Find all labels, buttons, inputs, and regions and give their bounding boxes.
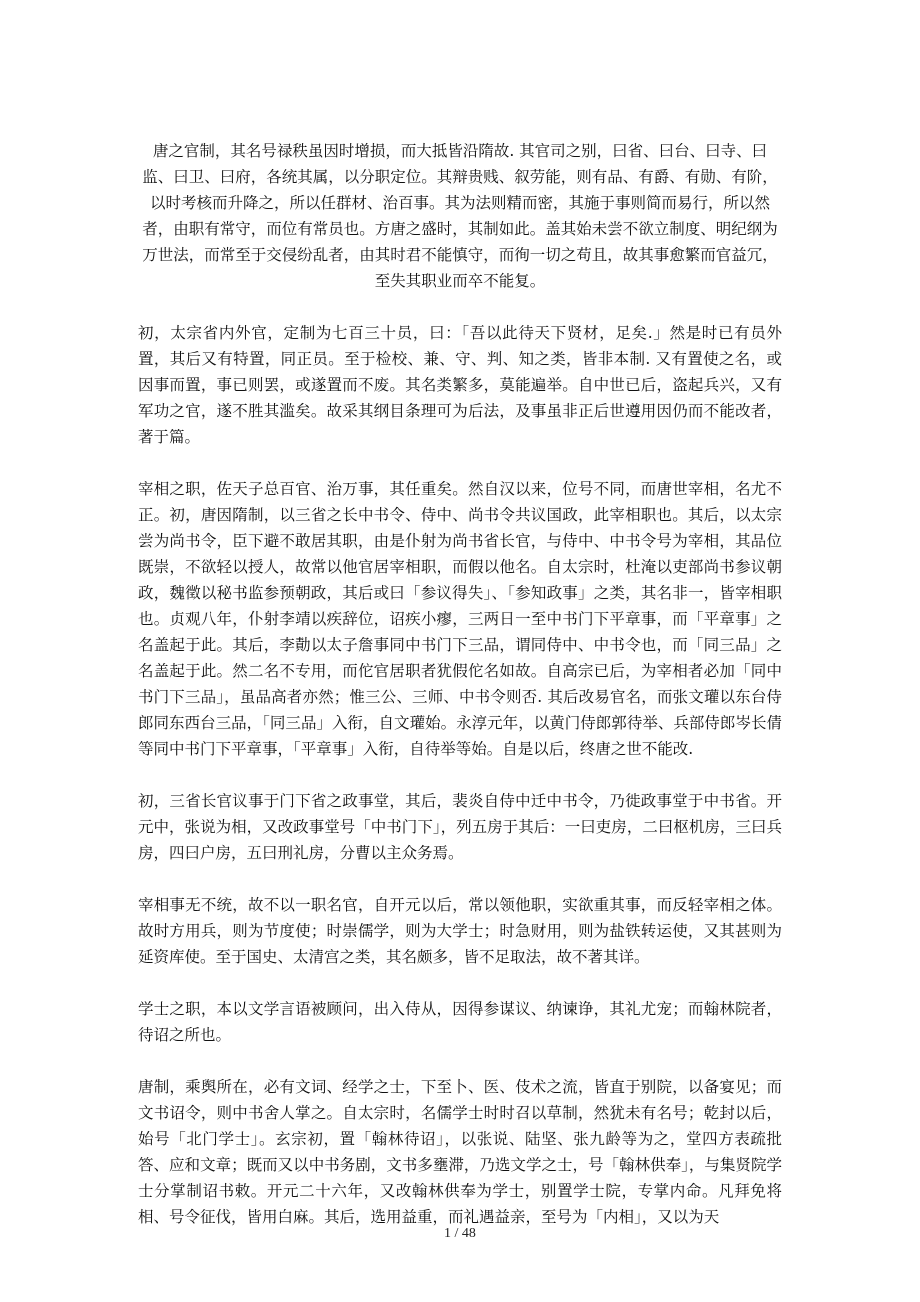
paragraph-1: 唐之官制，其名号禄秩虽因时增损，而大抵皆沿隋故. 其官司之别，曰省、曰台、曰寺、曰监、曰卫、曰府，各统其属，以分职定位。其辩贵贱、叙劳能，则有品、有爵、有勋、有阶，以时考核而升降之，所以任群材、治百事。其为法则精而密，其施于事则简而易行，所以然者，由职有常守，而位有常员也。方唐之盛时，其制如此。盖其始未尝不欲立制度、明纪纲为万世法，而常至于交侵纷乱者，由其时君不能慎守，而徇一切之苟且，故其事愈繁而官益冗，至失其职业而卒不能复。 [142, 142, 778, 290]
paragraph-2: 初，太宗省内外官，定制为七百三十员，曰：「吾以此待天下贤材，足矣.」然是时已有员外置，其后又有特置，同正员。至于检校、兼、守、判、知之类，皆非本制. 又有置使之名，或因事而置，事已则罢，或遂置而不废。其名类繁多，莫能遍举。自中世已后，盗起兵兴，又有军功之官，遂不胜其滥矣。故采其纲目条理可为后法，及事虽非正后世遵用因仍而不能改者，著于篇。 [138, 324, 782, 446]
paragraph-7: 唐制，乘舆所在，必有文词、经学之士，下至卜、医、伎术之流，皆直于别院，以备宴见；而文书诏令，则中书舍人掌之。自太宗时，名儒学士时时召以草制，然犹未有名号；乾封以后，始号「北门学士」。玄宗初，置「翰林待诏」，以张说、陆坚、张九龄等为之，堂四方表疏批答、应和文章；既而又以中书务剧，文书多壅滞，乃选文学之士，号「翰林供奉」，与集贤院学士分掌制诏书敕。开元二十六年，又改翰林供奉为学士，别置学士院，专掌内命。凡拜免将相、号令征伐，皆用白麻。其后，选用益重，而礼遇益亲，至号为「内相」，又以为天 [138, 1078, 782, 1226]
page-number: 1 / 48 [444, 1226, 476, 1241]
paragraph-3: 宰相之职，佐天子总百官、治万事，其任重矣。然自汉以来，位号不同，而唐世宰相，名尤不正。初，唐因隋制，以三省之长中书令、侍中、尚书令共议国政，此宰相职也。其后，以太宗尝为尚书令，臣下避不敢居其职，由是仆射为尚书省长官，与侍中、中书令号为宰相，其品位既崇，不欲轻以授人，故常以他官居宰相职，而假以他名。自太宗时，杜淹以吏部尚书参议朝政，魏徵以秘书监参预朝政，其后或曰「参议得失」、「参知政事」之类，其名非一，皆宰相职也。贞观八年，仆射李靖以疾辞位，诏疾小瘳，三两日一至中书门下平章事，而「平章事」之名盖起于此。其后，李勣以太子詹事同中书门下三品，谓同侍中、中书令也，而「同三品」之名盖起于此。然二名不专用，而佗官居职者犹假佗名如故。自高宗已后，为宰相者必加「同中书门下三品」，虽品高者亦然；惟三公、三师、中书令则否. 其后改易官名，而张文瓘以东台侍郎同东西台三品，「同三品」入衔，自文瓘始。永淳元年，以黄门侍郎郭待举、兵部侍郎岑长倩等同中书门下平章事，「平章事」入衔，自待举等始。自是以后，终唐之世不能改. [138, 480, 782, 758]
paragraph-5: 宰相事无不统，故不以一职名官，自开元以后，常以领他职，实欲重其事，而反轻宰相之体。故时方用兵，则为节度使；时崇儒学，则为大学士；时急财用，则为盐铁转运使，又其甚则为延资库使。至于国史、太清宫之类，其名颇多，皆不足取法，故不著其详。 [138, 896, 782, 966]
paragraph-6: 学士之职，本以文学言语被顾问，出入侍从，因得参谋议、纳谏诤，其礼尤宠；而翰林院者，待诏之所也。 [138, 1000, 782, 1044]
document-body [138, 138, 782, 1256]
paragraph-4: 初，三省长官议事于门下省之政事堂，其后，裴炎自侍中迁中书令，乃徙政事堂于中书省。开元中，张说为相，又改政事堂号「中书门下」，列五房于其后：一曰吏房，二曰枢机房，三曰兵房，四曰户房，五曰刑礼房，分曹以主众务焉。 [138, 792, 782, 862]
